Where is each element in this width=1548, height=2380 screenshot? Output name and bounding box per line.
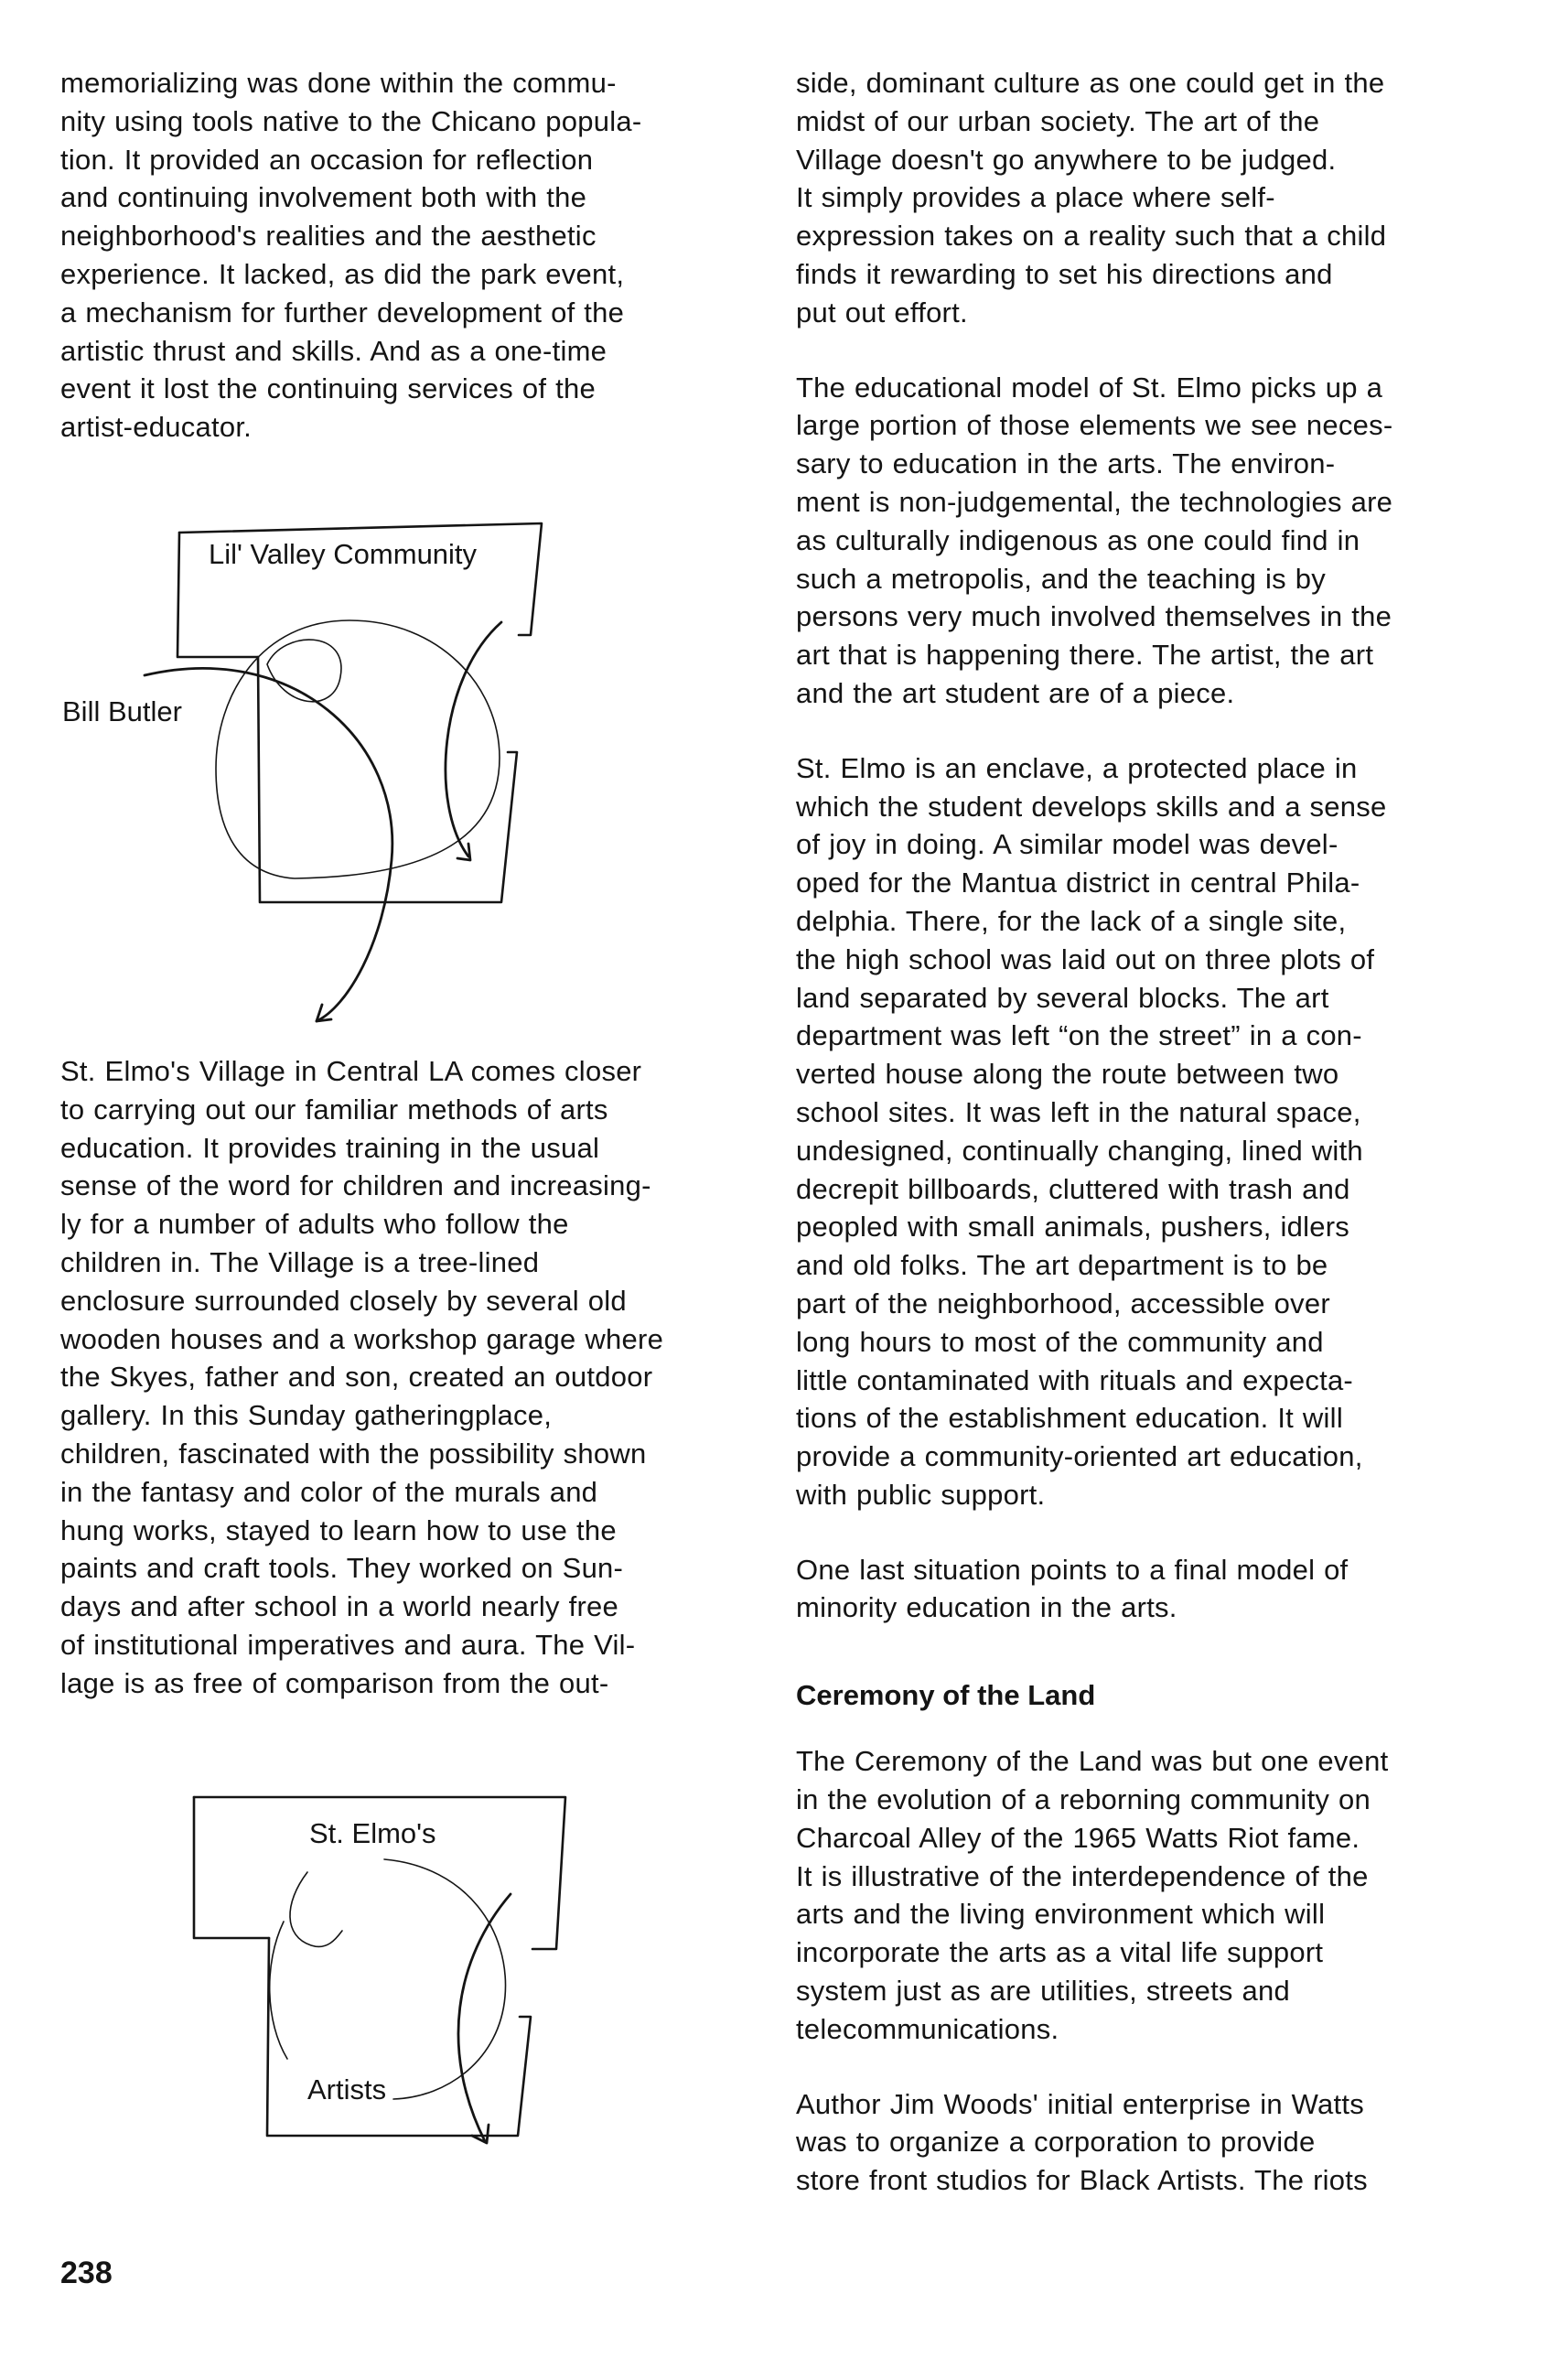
left-column-lower bbox=[60, 1052, 756, 1703]
small-loop-2 bbox=[290, 1872, 342, 1946]
diagram1-label-top: Lil' Valley Community bbox=[209, 538, 478, 570]
right-column bbox=[796, 64, 1500, 2236]
diagram-st-elmos bbox=[174, 1784, 595, 2169]
right-paragraph-1: side, dominant culture as one could get in the midst of our urban society. The art of the Village doesn't go anywhere to be judged. It simply provides a place where self- expression takes on a reality such that a child finds it rewarding to set his directions and put out effort. bbox=[796, 67, 1387, 328]
diagram2-label-top: St. Elmo's bbox=[309, 1817, 436, 1849]
diagram1-label-left: Bill Butler bbox=[62, 695, 182, 727]
right-paragraph-2: The educational model of St. Elmo picks up a large portion of those elements we see neces- sary to education in the arts. The environ- ment is non-judgemental, the technologies are as culturally indigenous as one could find in such a metropolis, and the teaching is by persons very much involved themselves in the art that is happening there. The artist, the art and the art student are of a piece. bbox=[796, 371, 1393, 709]
page-number: 238 bbox=[60, 2256, 113, 2290]
right-paragraph-3: St. Elmo is an enclave, a protected place in which the student develops skills and a sense of joy in doing. A similar model was devel- oped for the Mantua district in central Phila- delphia. There, for the lack of a single site, the high school was laid out on three plots of land separated by several blocks. The art department was left “on the street” in a con- verted house along the route between two school sites. It was left in the natural space, undesigned, continually changing, lined with decrepit billboards, cluttered with trash and peopled with small animals, pushers, idlers and old folks. The art department is to be part of the neighborhood, accessible over long hours to most of the community and little contaminated with rituals and expecta- tions of the establishment education. It will provide a community-oriented art education, with public support. bbox=[796, 751, 1387, 1511]
left-column bbox=[60, 64, 756, 447]
diagram-lil-valley-drawing bbox=[55, 512, 567, 1025]
section-heading-ceremony: Ceremony of the Land bbox=[796, 1679, 1096, 1712]
elmo-arrow-line bbox=[458, 1894, 511, 2141]
diagram2-label-bottom: Artists bbox=[307, 2073, 387, 2105]
left-paragraph-2: St. Elmo's Village in Central LA comes closer to carrying out our familiar methods of arts education. It provides training in the usual sense of the word for children and increasing- ly for a number of adults who follow the children in. The Village is a tree-lined enclosure surrounded closely by several old wooden houses and a workshop garage where the Skyes, father and son, created an outdoor gallery. In this Sunday gatheringplace, children, fascinated with the possibility shown in the fantasy and color of the murals and hung works, stayed to learn how to use the paints and craft tools. They worked on Sun- days and after school in a world nearly free of institutional imperatives and aura. The Vil- lage is as free of comparison from the out- bbox=[60, 1055, 664, 1699]
t2-outline-left bbox=[194, 1797, 269, 1938]
right-paragraph-6: Author Jim Woods' initial enterprise in Watts was to organize a corporation to provide store front studios for Black Artists. The riots bbox=[796, 2087, 1368, 2197]
diagram-lil-valley bbox=[55, 512, 567, 1025]
circle2-left-arc bbox=[270, 1922, 287, 2059]
small-loop bbox=[267, 640, 341, 702]
left-paragraph-1: memorializing was done within the commu- nity using tools native to the Chicano popula- tion. It provided an occasion for reflection and continuing involvement both with the neighborhood's realities and the aesthetic experience. It lacked, as did the park event, a mechanism for further development of the artistic thrust and skills. And as a one-time event it lost the continuing services of the artist-educator. bbox=[60, 67, 642, 444]
t-outline-stem-left bbox=[258, 657, 517, 902]
right-paragraph-5: The Ceremony of the Land was but one event in the evolution of a reborning community on Charcoal Alley of the 1965 Watts Riot fame. It is illustrative of the interdependence of the arts and the living environment which will incorporate the arts as a vital life support system just as are utilities, streets and telecommunications. bbox=[796, 1745, 1389, 2045]
circle2-right-arc bbox=[384, 1859, 506, 2099]
right-paragraph-4: One last situation points to a final model of minority education in the arts. bbox=[796, 1553, 1349, 1624]
